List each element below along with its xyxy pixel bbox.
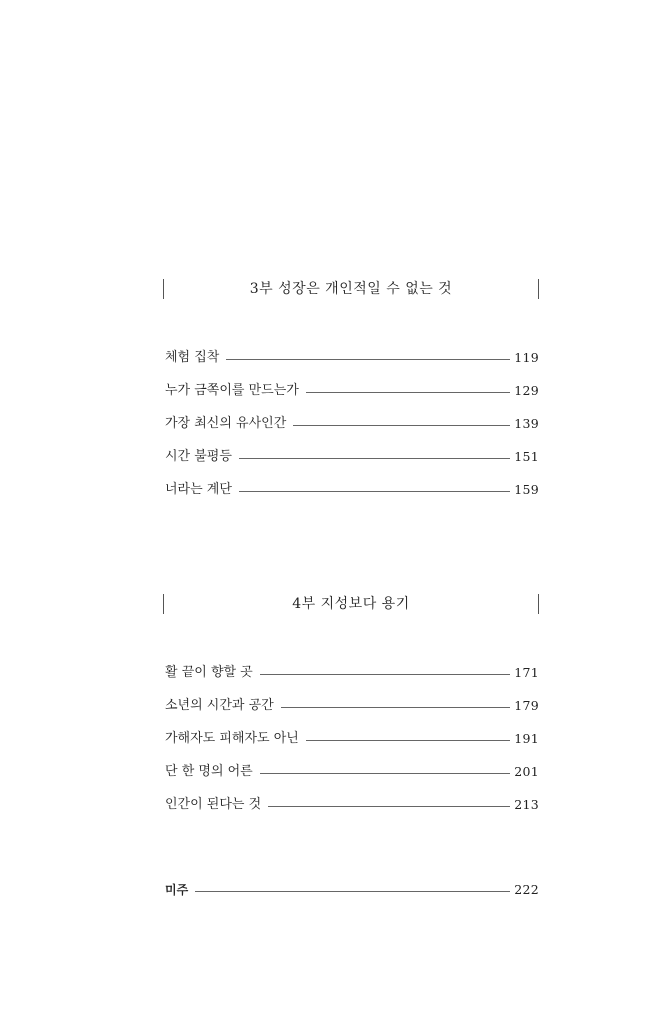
toc-entry-notes[interactable] <box>165 880 539 900</box>
part3-header <box>163 279 539 301</box>
toc-leader-line <box>293 425 510 426</box>
part4-header <box>163 594 539 616</box>
toc-entry[interactable] <box>165 762 539 782</box>
toc-entry-label: 소년의 시간과 공간 <box>165 698 274 713</box>
toc-entry-page: 179 <box>514 698 539 713</box>
toc-entry-label: 단 한 명의 어른 <box>165 764 253 779</box>
toc-entry-page: 159 <box>514 482 539 497</box>
toc-entry-page: 213 <box>514 797 539 812</box>
part4-toc-list <box>165 663 539 828</box>
toc-leader-line <box>260 773 510 774</box>
toc-entry-label: 가장 최신의 유사인간 <box>165 416 287 431</box>
toc-entry[interactable] <box>165 729 539 749</box>
toc-leader-line <box>306 392 510 393</box>
toc-entry-page: 191 <box>514 731 539 746</box>
toc-entry[interactable] <box>165 663 539 683</box>
toc-entry-label: 활 끝이 향할 곳 <box>165 665 253 680</box>
notes-label: 미주 <box>165 883 189 897</box>
header-right-bar <box>538 594 539 614</box>
toc-entry[interactable] <box>165 447 539 467</box>
toc-entry-page: 129 <box>514 383 539 398</box>
toc-entry[interactable] <box>165 414 539 434</box>
toc-leader-line <box>306 740 510 741</box>
toc-entry-label: 누가 금쪽이를 만드는가 <box>165 383 299 398</box>
toc-entry[interactable] <box>165 348 539 368</box>
toc-entry[interactable] <box>165 696 539 716</box>
toc-leader-line <box>226 359 510 360</box>
toc-leader-line <box>239 491 510 492</box>
part4-title: 4부 지성보다 용기 <box>292 596 410 612</box>
toc-entry-label: 가해자도 피해자도 아닌 <box>165 731 299 746</box>
toc-entry-page: 171 <box>514 665 539 680</box>
toc-entry-label: 체험 집착 <box>165 350 220 365</box>
toc-entry-label: 시간 불평등 <box>165 449 232 464</box>
part3-toc-list <box>165 348 539 513</box>
toc-entry[interactable] <box>165 480 539 500</box>
toc-entry-label: 인간이 된다는 것 <box>165 797 262 812</box>
toc-leader-line <box>268 806 510 807</box>
toc-entry-page: 119 <box>514 350 539 365</box>
toc-entry-page: 201 <box>514 764 539 779</box>
toc-leader-line <box>195 891 510 892</box>
toc-entry[interactable] <box>165 381 539 401</box>
toc-leader-line <box>239 458 510 459</box>
notes-toc-list <box>165 880 539 913</box>
notes-page: 222 <box>514 882 539 897</box>
header-right-bar <box>538 279 539 299</box>
toc-entry-label: 너라는 계단 <box>165 482 232 497</box>
toc-leader-line <box>281 707 511 708</box>
toc-entry[interactable] <box>165 795 539 815</box>
part3-title: 3부 성장은 개인적일 수 없는 것 <box>249 281 453 297</box>
toc-leader-line <box>260 674 510 675</box>
toc-entry-page: 139 <box>514 416 539 431</box>
toc-entry-page: 151 <box>514 449 539 464</box>
